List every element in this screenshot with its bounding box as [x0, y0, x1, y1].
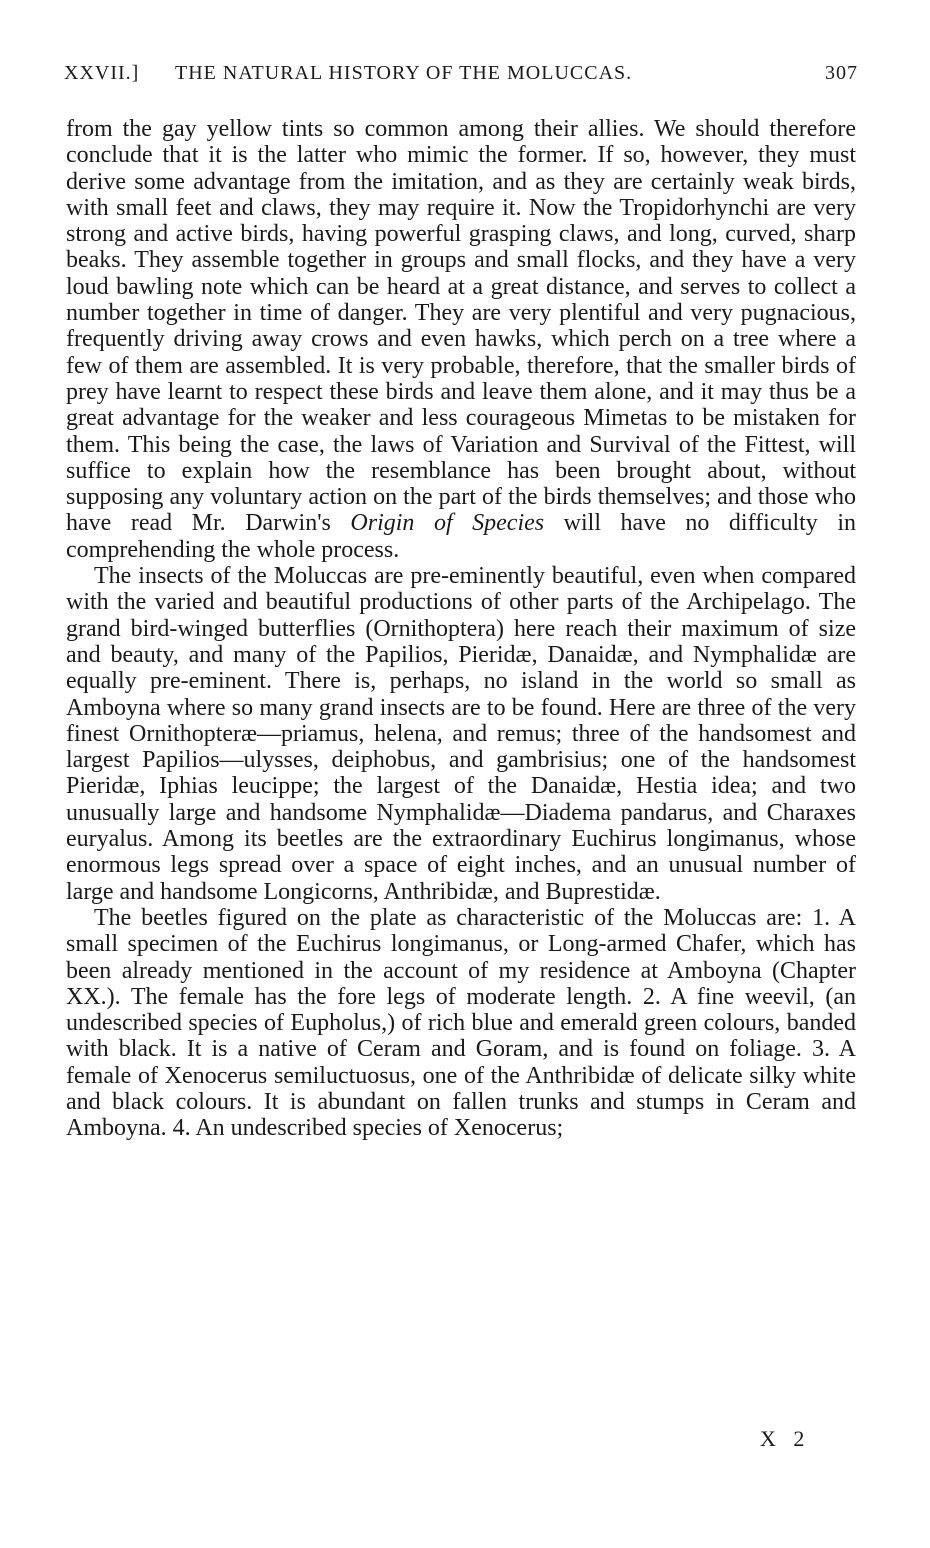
chapter-number: XXVII.] — [64, 62, 140, 84]
book-title-italic: Origin of Species — [350, 510, 545, 537]
paragraph-mimicry-text-2: will have no difficulty in comprehending the whole process. — [66, 510, 857, 563]
paragraph-insects: The insects of the Moluccas are pre-eminently beautiful, even when compared with the varied and beautiful productions of other parts of the Archipelago. The grand bird-winged butterflies (Ornithoptera) here reach their maximum of size and beauty, and many of the Papilios, Pieridæ, Danaidæ, and Nymphalidæ are equally pre-eminent. There is, perhaps, no island in the world so small as Amboyna where so many grand insects are to be found. Here are three of the very finest Ornithopteræ—priamus, helena, and remus; three of the handsomest and largest Papilios—ulysses, deiphobus, and gambrisius; one of the handsomest Pieridæ, Iphias leucippe; the largest of the Danaidæ, Hestia idea; and two unusually large and handsome Nymphalidæ—Diadema pandarus, and Charaxes euryalus. Among its beetles are the extraordinary Euchirus longimanus, whose enormous legs spread over a space of eight inches, and an unusual number of large and handsome Longicorns, Anthribidæ, and Buprestidæ. — [66, 563, 856, 905]
paragraph-mimicry-text-1: from the gay yellow tints so common among their allies. We should therefore conclude that it is the latter who mimic the former. If so, however, they must derive some advantage from the imitation, and as they are certainly weak birds, with small feet and claws, they may require it. Now the Tropidorhynchi are very strong and active birds, having powerful grasping claws, and long, curved, sharp beaks. They assemble together in groups and small flocks, and they have a very loud bawling note which can be heard at a great distance, and serves to collect a number together in time of danger. They are very plentiful and very pugnacious, frequently driving away crows and even hawks, which perch on a tree where a few of them are assembled. It is very probable, therefore, that the smaller birds of prey have learnt to respect these birds and leave them alone, and it may thus be a great advantage for the weaker and less courageous Mimetas to be mistaken for them. This being the case, the laws of Variation and Survival of the Fittest, will suffice to explain how the resemblance has been brought about, without supposing any voluntary action on the part of the birds themselves; and those who have read Mr. Darwin's — [66, 116, 856, 537]
page-number: 307 — [825, 62, 858, 84]
paragraph-mimicry — [66, 116, 856, 563]
body-text — [66, 116, 856, 1142]
paragraph-beetles: The beetles figured on the plate as characteristic of the Moluccas are: 1. A small specimen of the Euchirus longimanus, or Long-armed Chafer, which has been already mentioned in the account of my residence at Amboyna (Chapter XX.). The female has the fore legs of moderate length. 2. A fine weevil, (an undescribed species of Eupholus,) of rich blue and emerald green colours, banded with black. It is a native of Ceram and Goram, and is found on foliage. 3. A female of Xenocerus semiluctuosus, one of the Anthribidæ of delicate silky white and black colours. It is abundant on fallen trunks and stumps in Ceram and Amboyna. 4. An undescribed species of Xenocerus; — [66, 904, 856, 1142]
signature-mark: X 2 — [760, 1426, 811, 1451]
running-head — [64, 58, 858, 88]
running-title: THE NATURAL HISTORY OF THE MOLUCCAS. — [175, 62, 633, 84]
